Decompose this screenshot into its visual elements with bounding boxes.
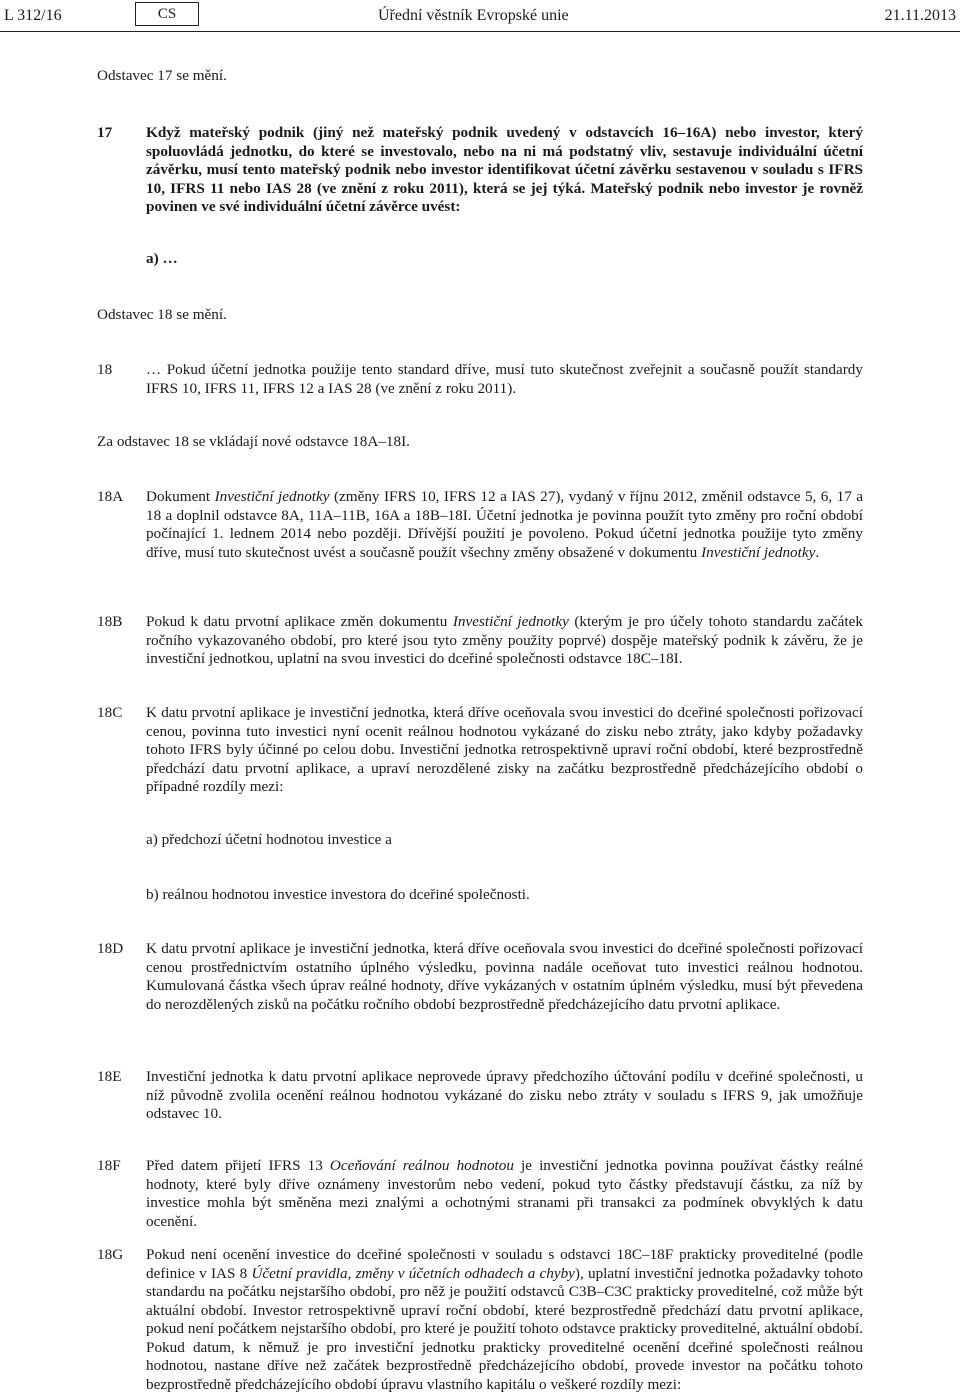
instruction-17: Odstavec 17 se mění. [97,67,227,84]
paragraph-text: Když mateřský podnik (jiný než mateřský podnik uvedený v odstavcích 16–16A) nebo investor, který spoluovládá jednotku, do které se investovalo, nebo na ni má podstatný vliv, sestavuje individuální účetní závěrku, musí tento mateřský podnik nebo investor identifikovat účetní závěrku sestavenou v souladu s IFRS 10, IFRS 11 nebo IAS 28 (ve znění z roku 2011), která se jej týká. Mateřský podnik nebo investor je rovněž povinen ve své individuální účetní závěrce uvést: [146,124,863,215]
paragraph-18 [97,361,863,398]
paragraph-18c [97,704,863,797]
paragraph-text: Pokud k datu prvotní aplikace změn dokumentu Investiční jednotky (kterým je pro účely tohoto standardu začátek ročního vykazovaného období, pro které jsou tyto změny použity poprvé) dospěje mateřský podnik k závěru, že je investiční jednotkou, uplatní na svou investici do dceřiné společnosti odstavce 18C–18I. [146,613,863,667]
paragraph-number: 18B [97,613,123,630]
paragraph-text: … Pokud účetní jednotka použije tento standard dříve, musí tuto skutečnost zveřejnit a současně použít standardy IFRS 10, IFRS 11, IFRS 12 a IAS 28 (ve znění z roku 2011). [146,361,863,397]
instruction-18a-18i: Za odstavec 18 se vkládají nové odstavce 18A–18I. [97,433,410,450]
paragraph-text: Pokud není ocenění investice do dceřiné společnosti v souladu s odstavci 18C–18F prakticky proveditelné (podle definice v IAS 8 Účetní pravidla, změny v účetních odhadech a chyby), uplatní investiční jednotka požadavky tohoto standardu na počátku nejstaršího období, pro něž je použití odstavců C3B–C3C prakticky proveditelné, což může být aktuální období. Investor retrospektivně upraví roční období, které bezprostředně předchází datu prvotní aplikace, pokud není počátkem nejstaršího období, pro které je použití tohoto odstavce prakticky proveditelné, aktuální období. Pokud datum, k němuž je pro investiční jednotku prakticky proveditelné ocenění dceřiné společnosti reálnou hodnotou, nastane dříve než začátek bezprostředně předcházejícího období, provede investor na počátku tohoto bezprostředně předcházejícího období úpravu vlastního kapitálu o veškeré rozdíly mezi: [146,1246,863,1393]
paragraph-18d [97,940,863,1014]
instruction-18: Odstavec 18 se mění. [97,306,227,323]
paragraph-18a [97,488,863,562]
paragraph-text: Investiční jednotka k datu prvotní aplikace neprovede úpravy předchozího účtování podílu v dceřiné společnosti, u níž původně zvolila ocenění reálnou hodnotou vykázané do zisku nebo ztráty v souladu s IFRS 9, jak umožňuje odstavec 10. [146,1068,863,1122]
paragraph-text: K datu prvotní aplikace je investiční jednotka, která dříve oceňovala svou investici do dceřiné společnosti pořizovací cenou prostřednictvím ostatního úplného výsledku, povinna nadále oceňovat tuto investici reálnou hodnotou. Kumulovaná částka všech úprav reálné hodnoty, dříve vykázaných v ostatním úplném výsledku, musí být převedena do nerozdělených zisků na počátku ročního období bezprostředně předcházejícího datu prvotní aplikace. [146,940,863,1013]
paragraph-number: 18G [97,1246,124,1263]
item-b-18c: b) reálnou hodnotou investice investora do dceřiné společnosti. [146,886,530,903]
paragraph-text: K datu prvotní aplikace je investiční jednotka, která dříve oceňovala svou investici do dceřiné společnosti pořizovací cenou, povinna tuto investici nyní ocenit reálnou hodnotou vykázané do zisku nebo ztráty, jako kdyby požadavky tohoto IFRS byly účinné po celou dobu. Investiční jednotka retrospektivně upraví roční období, které bezprostředně předchází datu prvotní aplikace, a upraví nerozdělené zisky na začátku bezprostředně předcházejícího období o případné rozdíly mezi: [146,704,863,795]
header-rule [0,31,960,32]
publication-date: 21.11.2013 [884,7,956,24]
journal-title: Úřední věstník Evropské unie [378,7,569,24]
paragraph-18e [97,1068,863,1124]
paragraph-number: 17 [97,124,113,141]
paragraph-17 [97,124,863,217]
paragraph-text: Před datem přijetí IFRS 13 Oceňování reálnou hodnotou je investiční jednotka povinna používat částky reálné hodnoty, které byly dříve oznámeny investorům nebo vedení, pokud tyto částky představují částku, za níž by investice mohla být směněna mezi znalými a ochotnými stranami při transakci za podmínek obvyklých k datu ocenění. [146,1157,863,1230]
page-reference: L 312/16 [4,7,62,24]
language-code-box: CS [135,2,199,26]
paragraph-number: 18A [97,488,124,505]
paragraph-number: 18 [97,361,113,378]
paragraph-number: 18C [97,704,123,721]
paragraph-number: 18F [97,1157,121,1174]
paragraph-number: 18D [97,940,124,957]
journal-header [0,0,960,34]
paragraph-number: 18E [97,1068,122,1085]
paragraph-18b [97,613,863,669]
item-a-18c: a) předchozí účetní hodnotou investice a [146,831,392,848]
paragraph-text: Dokument Investiční jednotky (změny IFRS 10, IFRS 12 a IAS 27), vydaný v říjnu 2012, změnil odstavce 5, 6, 17 a 18 a doplnil odstavce 8A, 11A–11B, 16A a 18B–18I. Účetní jednotka je povinna použít tyto změny pro roční období počínající 1. lednem 2014 nebo později. Dřívější použití je povoleno. Pokud účetní jednotka použije tyto změny dříve, musí tuto skutečnost uvést a současně použít všechny změny obsažené v dokumentu Investiční jednotky. [146,488,864,561]
paragraph-18g [97,1246,863,1394]
paragraph-18f [97,1157,863,1231]
item-a-17: a) … [146,250,178,267]
